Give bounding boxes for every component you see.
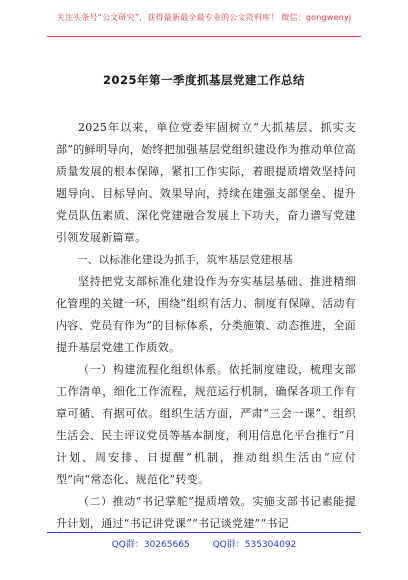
header-divider: [47, 36, 361, 37]
section-1-paragraph: 坚持把党支部标准化建设作为夯实基层基础、推进精细化管理的关键一环，围绕“组织有活力、制度有保障、活动有内容、党员有作为”的目标体系，分类施策、动态推进，全面提升基层党建工作质效。: [56, 275, 356, 354]
document-body: [56, 117, 356, 535]
subsection-2-paragraph: （二）推动“书记掌舵”提质增效。实施支部书记素能提升计划，通过“书记讲党课”“书记谈党建”“书记: [56, 495, 356, 530]
footer-qq-group-2: QQ群：535304092: [212, 540, 297, 550]
subsection-1-paragraph: （一）构建流程化组织体系。依托制度建设，梳理支部工作清单，细化工作流程，规范运行机制，确保各项工作有章可循、有据可依。组织生活方面，严肃“三会一课”、组织生活会、民主评议党员等基本制度，利用信息化平台推行“月计划、周安排、日提醒”机制，推动组织生活由“应付型”向“常态化、规范化”转变。: [56, 363, 356, 486]
footer-qq-group-1: QQ群：30265665: [111, 540, 190, 550]
document-title: 2025年第一季度抓基层党建工作总结: [102, 73, 305, 87]
header-banner: 关注头条号“公文研究”，获得最新最全最专业的公文资料库！ 微信：gongwenyj: [56, 13, 352, 22]
footer-banner: [0, 537, 408, 550]
intro-paragraph: 2025年以来，单位党委牢固树立“大抓基层、抓实支部”的鲜明导向，始终把加强基层党组织建设作为推动单位高质量发展的根本保障，紧扣工作实际，着眼提质增效坚持问题导向、目标导向、效果导向，持续在建强支部堡垒、提升党员队伍素质、深化党建融合发展上下功夫，奋力谱写党建引领发展新篇章。: [56, 121, 356, 244]
footer-divider: [47, 532, 361, 533]
section-heading-1: 一、以标准化建设为抓手，筑牢基层党建根基: [77, 254, 293, 266]
